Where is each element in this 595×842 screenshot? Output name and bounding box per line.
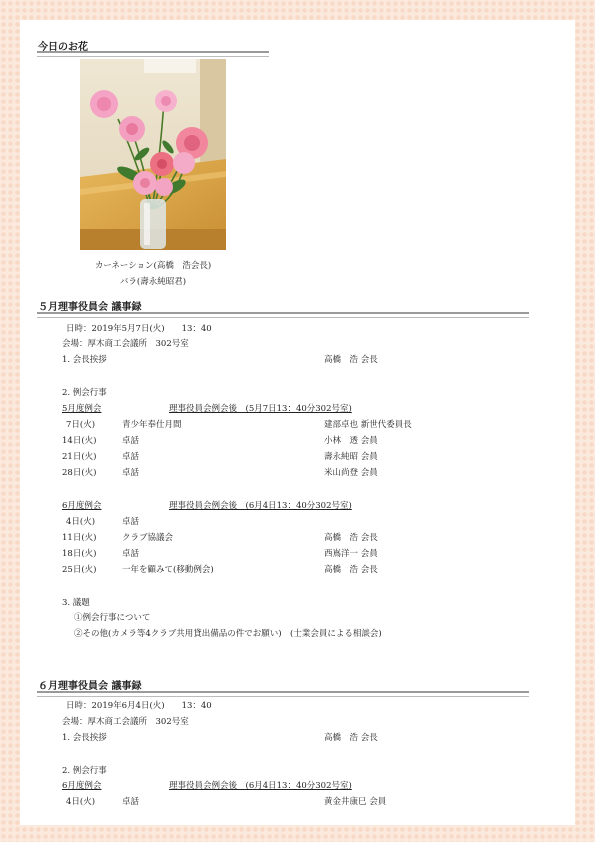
flower-caption-line2: バラ(壽永純昭君) [119,277,187,287]
may-row-date: 7日(火) [66,420,96,430]
may-row-person: 壽永純昭 会員 [324,452,378,462]
june-row-person: 高橋 浩 会長 [324,565,378,575]
june-row-event: 卓話 [122,797,140,807]
may-row-person: 小林 透 会員 [324,436,378,446]
june-schedule-label: 6月度例会 [62,781,102,791]
may-row-date: 21日(火) [62,452,97,462]
june-row-event: 卓話 [122,517,140,527]
may-row-event: 卓話 [122,452,140,462]
june-schedule-label: 6月度例会 [62,501,102,511]
may-datetime: 日時：2019年5月7日(火) 13：40 [66,324,212,334]
may-minutes-rule [37,312,529,318]
flower-caption-line1: カーネーション(高橋 浩会長) [94,261,212,271]
may-item1-person: 高橋 浩 会長 [324,355,378,365]
agenda-item: ②その他(カメラ等4クラブ共用貸出備品の件でお願い) (士業会員による相談会) [74,629,382,639]
may-minutes-heading: ５月理事役員会 議事録 [38,302,142,313]
june-datetime: 日時：2019年6月4日(火) 13：40 [66,701,212,711]
may-item1-label: 1. 会長挨拶 [62,355,107,365]
flower-photo [80,59,226,250]
june-row-event: 卓話 [122,549,140,559]
june-row-date: 4日(火) [66,517,96,527]
june-item1-person: 高橋 浩 会長 [324,733,378,743]
june-row-date: 18日(火) [62,549,97,559]
may-row-person: 建部卓也 新世代委員長 [324,420,412,430]
june-item1-label: 1. 会長挨拶 [62,733,107,743]
june-schedule-note: 理事役員会例会後 (6月4日13：40分302号室) [169,781,352,791]
june-row-person: 高橋 浩 会長 [324,533,378,543]
may-row-date: 14日(火) [62,436,97,446]
june-row-person: 黄金井康巳 会員 [324,797,387,807]
june-row-date: 11日(火) [62,533,97,543]
june-venue: 会場：厚木商工会議所 302号室 [62,717,189,727]
june-row-event: クラブ協議会 [122,533,174,543]
june-item2-heading: 2. 例会行事 [62,766,107,776]
june-minutes-rule [37,691,529,697]
agenda-item: ①例会行事について [74,613,151,623]
june-row-date: 4日(火) [66,797,96,807]
may-row-event: 卓話 [122,436,140,446]
june-minutes-heading: ６月理事役員会 議事録 [38,681,142,692]
june-row-event: 一年を顧みて(移動例会) [122,565,214,575]
may-venue: 会場：厚木商工会議所 302号室 [62,339,189,349]
flower-photo-illustration [80,59,226,250]
flower-section-heading: 今日のお花 [38,42,88,53]
may-row-person: 米山尚登 会員 [324,468,378,478]
may-row-event: 卓話 [122,468,140,478]
june-row-person: 西嶌洋一 会員 [324,549,378,559]
may-row-event: 青少年奉仕月間 [122,420,182,430]
may-row-date: 28日(火) [62,468,97,478]
june-row-date: 25日(火) [62,565,97,575]
may-schedule-note: 理事役員会例会後 (5月7日13：40分302号室) [169,404,352,414]
may-item2-heading: 2. 例会行事 [62,388,107,398]
flower-heading-rule [37,51,269,57]
may-item3-heading: 3. 議題 [62,598,90,608]
may-schedule-label: 5月度例会 [62,404,102,414]
june-schedule-note: 理事役員会例会後 (6月4日13：40分302号室) [169,501,352,511]
